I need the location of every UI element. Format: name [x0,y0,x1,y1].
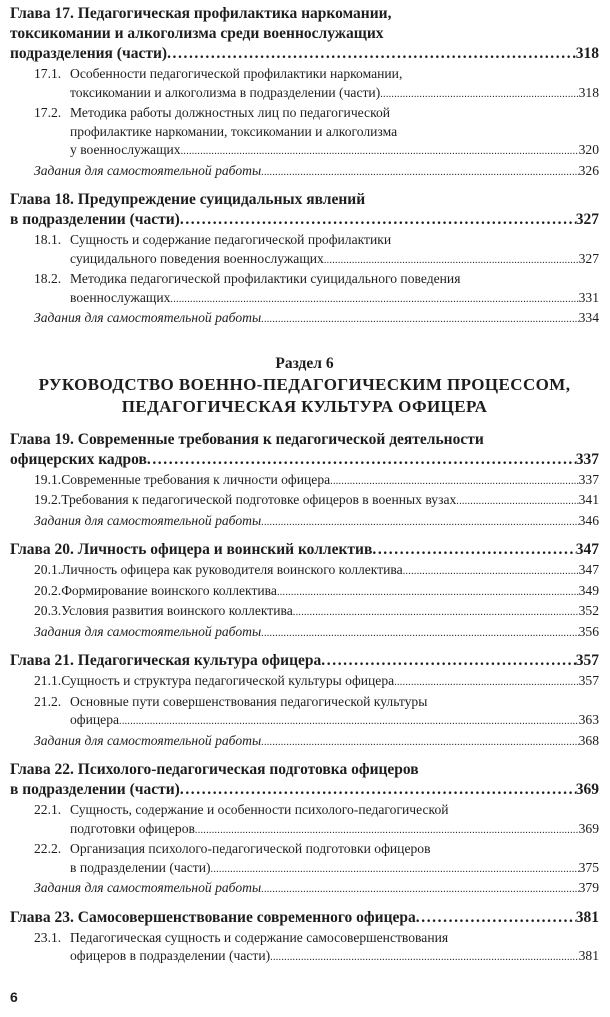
toc-block-2 [10,430,599,968]
subsection-text: токсикомании и алкоголизма в подразделении (части) [70,84,381,100]
subsection-line [34,270,599,289]
subsection-text: Методика работы должностных лиц по педагогической [70,105,391,120]
subsection-number: 22.2. [34,841,62,856]
chapter-title-text: офицерских кадров [10,450,147,468]
subsection-page-number: 318 [578,84,599,100]
self-study-tasks [10,732,599,753]
subsection-line [34,693,599,712]
dot-leader [372,540,575,560]
subsection-page-number: 327 [578,250,599,266]
subsection-page-number: 347 [578,562,599,577]
chapter-title-text: в подразделении (части) [10,211,180,228]
self-study-tasks [10,309,599,330]
self-study-tasks [10,879,599,900]
dot-leader [416,908,576,928]
chapter-entry [10,760,599,900]
subsection-entry [34,582,599,603]
chapter-page-number: 337 [575,450,599,468]
subsection-page-number: 337 [578,471,599,487]
self-study-tasks-page: 379 [578,880,599,895]
dot-leader [261,734,578,753]
chapter-title-text: Глава 19. Современные требования к педагогической деятельности [10,430,484,448]
self-study-tasks-page: 346 [578,512,599,528]
self-study-tasks-text: Задания для самостоятельной работы [34,880,262,895]
subsection-number: 21.1. [34,673,62,688]
subsection-text: подготовки офицеров [70,820,195,836]
subsection-line [34,840,599,859]
chapter-page-number: 369 [575,781,599,798]
subsection-text: Современные требования к личности офицера [61,471,331,487]
subsection-text: у военнослужащих [70,142,181,157]
dot-leader [170,291,578,310]
self-study-tasks-page: 356 [578,623,599,639]
chapter-title-text: Глава 23. Самосовершенствование современного офицера [10,908,416,926]
dot-leader [181,143,579,162]
chapter-title-line [10,44,599,64]
subsection-entry [34,602,599,623]
subsection-page-number: 349 [578,582,599,598]
self-study-tasks-text: Задания для самостоятельной работы [34,310,262,325]
subsection-list [10,561,599,623]
subsection-text: Условия развития воинского коллектива [61,603,293,618]
chapter-title-text: Глава 21. Педагогическая культура офицера [10,652,322,669]
subsection-number: 20.3. [34,603,62,618]
subsection-number: 19.2. [34,492,62,507]
subsection-text: Личность офицера как руководителя воинского коллектива [61,562,403,577]
dot-leader [119,713,579,732]
subsection-page-number: 341 [578,492,599,507]
subsection-text: Требования к педагогической подготовке офицеров в военных вузах [61,492,457,507]
subsection-line [34,929,599,948]
dot-leader [261,625,578,644]
chapter-title-text: токсикомании и алкоголизма среди военнослужащих [10,25,384,42]
subsection-line [34,289,599,310]
subsection-text: Педагогическая сущность и содержание самосовершенствования [70,929,449,945]
chapter-entry [10,651,599,752]
subsection-number: 20.2. [34,582,62,598]
subsection-entry [34,929,599,968]
self-study-tasks-text: Задания для самостоятельной работы [34,732,262,748]
chapter-title-line [10,780,599,800]
subsection-line [34,84,599,105]
chapter-page-number: 347 [575,541,599,558]
self-study-tasks [10,162,599,183]
subsection-page-number: 381 [578,948,599,963]
subsection-line [34,104,599,123]
section-title-line-1: РУКОВОДСТВО ВОЕННО-ПЕДАГОГИЧЕСКИМ ПРОЦЕССОМ, [38,374,571,394]
dot-leader [394,674,578,693]
chapter-page-number: 327 [575,211,599,228]
dot-leader [456,493,578,512]
chapter-title-line [10,430,599,450]
subsection-number: 23.1. [34,929,62,945]
subsection-text: Сущность и структура педагогической культуры офицера [61,673,395,688]
dot-leader [180,210,576,230]
subsection-entry [34,104,599,162]
subsection-number: 21.2. [34,693,62,709]
subsection-text: Формирование воинского коллектива [61,582,277,598]
subsection-entry [34,561,599,582]
dot-leader [261,311,578,330]
subsection-number: 22.1. [34,802,62,817]
subsection-line [34,602,599,623]
dot-leader [321,651,575,671]
section-heading [10,354,599,418]
subsection-number: 17.2. [34,105,62,120]
dot-leader [403,563,579,582]
subsection-page-number: 363 [578,712,599,727]
subsection-text: Методика педагогической профилактики суицидального поведения [70,271,461,286]
dot-leader [330,473,578,492]
dot-leader [261,164,578,183]
subsection-line [34,471,599,492]
subsection-entry [34,270,599,309]
subsection-line [34,672,599,693]
subsection-entry [34,840,599,879]
subsection-line [34,582,599,603]
subsection-page-number: 331 [578,289,599,305]
subsection-list [10,929,599,968]
subsection-line [34,231,599,250]
subsection-line [34,711,599,732]
dot-leader [147,450,576,470]
subsection-text: Особенности педагогической профилактики наркомании, [70,66,403,81]
subsection-text: суицидального поведения военнослужащих [70,250,324,266]
subsection-list [10,471,599,512]
table-of-contents [10,4,599,976]
chapter-page-number: 357 [575,652,599,669]
chapter-page-number: 318 [575,45,599,62]
subsection-text: офицеров в подразделении (части) [70,948,271,963]
chapter-title-text: Глава 22. Психолого-педагогическая подготовка офицеров [10,761,419,778]
chapter-entry [10,430,599,533]
subsection-line [34,491,599,512]
subsection-list [10,65,599,162]
subsection-line [34,947,599,968]
subsection-line [34,859,599,880]
subsection-line [34,820,599,841]
page-number: 6 [10,989,18,1005]
subsection-text: Сущность и содержание педагогической профилактики [70,232,392,247]
toc-block-1 [10,4,599,330]
subsection-line [34,801,599,820]
subsection-line [34,250,599,271]
subsection-page-number: 352 [578,603,599,618]
chapter-title-line [10,760,599,780]
subsection-text: Основные пути совершенствования педагогической культуры [70,693,428,709]
subsection-number: 19.1. [34,471,62,487]
dot-leader [195,822,579,841]
self-study-tasks-text: Задания для самостоятельной работы [34,623,262,639]
dot-leader [270,949,578,968]
subsection-number: 20.1. [34,562,62,577]
chapter-title-line [10,190,599,210]
chapter-title-line [10,540,599,560]
dot-leader [261,881,578,900]
chapter-entry [10,908,599,968]
chapter-title-line [10,210,599,230]
subsection-entry [34,801,599,840]
chapter-title-text: в подразделении (части) [10,781,180,798]
chapter-page-number: 381 [575,908,599,926]
subsection-text: Сущность, содержание и особенности психолого-педагогической [70,802,449,817]
dot-leader [277,584,579,603]
dot-leader [293,604,579,623]
subsection-entry [34,471,599,492]
dot-leader [380,86,578,105]
subsection-list [10,231,599,309]
subsection-list [10,672,599,732]
subsection-page-number: 375 [578,859,599,875]
chapter-entry [10,540,599,643]
subsection-text: Организация психолого-педагогической подготовки офицеров [70,841,431,856]
self-study-tasks-page: 326 [578,162,599,178]
self-study-tasks-text: Задания для самостоятельной работы [34,512,262,528]
subsection-number: 18.1. [34,232,62,247]
self-study-tasks-text: Задания для самостоятельной работы [34,162,262,178]
subsection-entry [34,231,599,270]
chapter-title-text: подразделения (части) [10,45,168,62]
self-study-tasks [10,512,599,533]
dot-leader [324,252,579,271]
subsection-entry [34,65,599,104]
subsection-list [10,801,599,879]
dot-leader [261,514,578,533]
dot-leader [211,861,579,880]
dot-leader [167,44,576,64]
subsection-line [34,561,599,582]
subsection-line [34,65,599,84]
self-study-tasks-page: 368 [578,732,599,748]
subsection-page-number: 357 [578,673,599,688]
chapter-title-text: Глава 18. Предупреждение суицидальных явлений [10,191,366,208]
chapter-entry [10,190,599,330]
subsection-text: военнослужащих [70,289,171,305]
subsection-page-number: 320 [578,142,599,157]
chapter-title-text: Глава 17. Педагогическая профилактика наркомании, [10,5,392,22]
subsection-entry [34,491,599,512]
self-study-tasks [10,623,599,644]
chapter-entry [10,4,599,182]
chapter-title-line [10,4,599,24]
chapter-title-line [10,908,599,928]
chapter-title-line [10,651,599,671]
subsection-number: 18.2. [34,271,62,286]
subsection-text: офицера [70,712,120,727]
chapter-title-line [10,450,599,470]
subsection-entry [34,672,599,693]
subsection-text: в подразделении (части) [70,859,211,875]
chapter-title-line [10,24,599,44]
subsection-line [34,141,599,162]
subsection-line [34,123,599,142]
subsection-text: профилактике наркомании, токсикомании и алкоголизма [70,123,398,139]
dot-leader [180,780,576,800]
subsection-number: 17.1. [34,66,62,81]
subsection-entry [34,693,599,732]
section-title-line-2: ПЕДАГОГИЧЕСКАЯ КУЛЬТУРА ОФИЦЕРА [121,396,488,416]
chapter-title-text: Глава 20. Личность офицера и воинский коллектив [10,541,373,558]
subsection-page-number: 369 [578,820,599,836]
section-label: Раздел 6 [275,354,334,372]
self-study-tasks-page: 334 [578,310,599,325]
